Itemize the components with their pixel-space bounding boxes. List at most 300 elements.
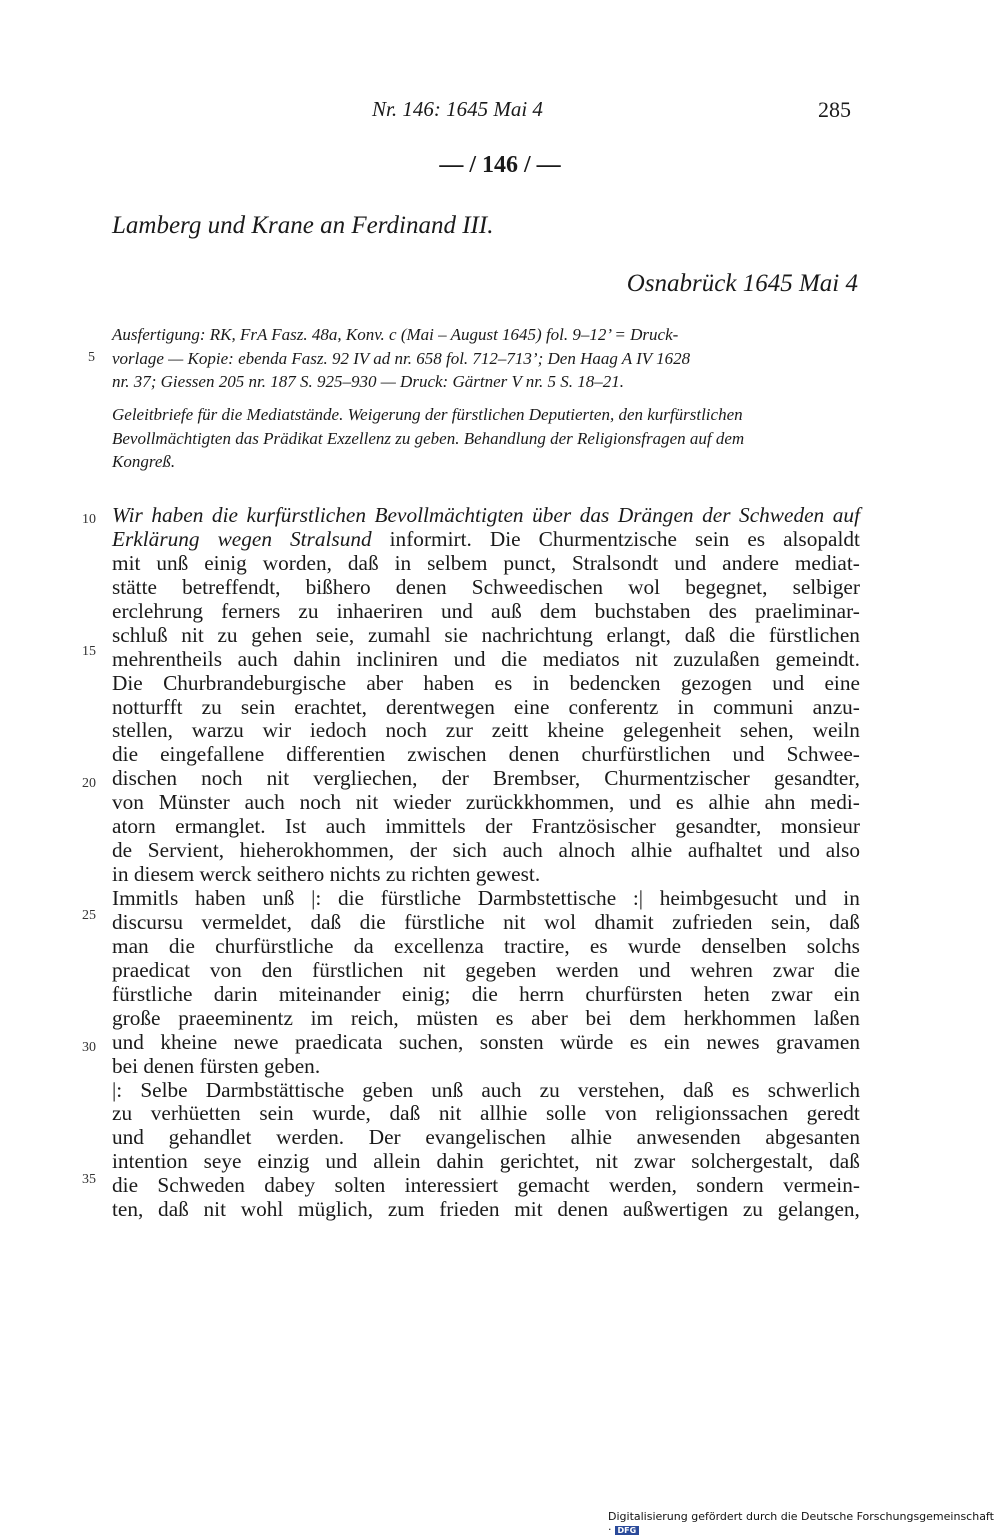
body-word: newe: [233, 1029, 279, 1054]
body-line-text: in diesem werck seithero nichts zu richten gewest.: [112, 862, 541, 887]
body-word: noch: [299, 790, 341, 815]
body-word: herrn: [519, 981, 565, 1006]
body-word: Darmbstättische: [205, 1077, 345, 1102]
body-word: denen: [395, 574, 447, 599]
source-line: vorlage — Kopie: ebenda Fasz. 92 IV ad nr. 658 fol. 712–713’; Den Haag A IV 1628: [112, 348, 691, 368]
body-word: geben: [362, 1077, 414, 1102]
body-word: die: [729, 622, 756, 647]
body-word: Immitls: [112, 886, 179, 910]
body-word: medi-: [810, 790, 860, 815]
body-word: worden,: [262, 550, 332, 575]
body-word: schluß: [112, 622, 168, 647]
body-line: [112, 863, 860, 887]
body-word: alnoch: [558, 838, 616, 863]
body-word: churfürsten: [585, 981, 683, 1006]
body-word: religionssachen: [655, 1101, 788, 1126]
body-word: vermeldet,: [201, 909, 292, 934]
body-word: discursu: [112, 909, 183, 934]
body-word: und: [772, 670, 805, 695]
body-word: daß: [829, 909, 860, 934]
body-word: :|: [632, 886, 644, 910]
body-word: zwar: [772, 957, 815, 982]
body-word: in: [532, 670, 550, 695]
body-word: abgesanten: [765, 1125, 860, 1150]
body-word: den: [261, 957, 293, 982]
body-word: zwar: [771, 981, 813, 1006]
body-word: von: [209, 957, 242, 982]
body-word: gehandlet: [168, 1125, 252, 1150]
body-word: ermanglet.: [175, 814, 266, 839]
body-word: andere: [722, 550, 779, 575]
body-word: zu: [217, 622, 238, 647]
body-word: zu: [742, 1197, 763, 1222]
body-word: kheine: [160, 1029, 218, 1054]
body-word: gesandter,: [675, 814, 762, 839]
source-line: nr. 37; Giessen 205 nr. 187 S. 925–930 — Druck: Gärtner V nr. 5 S. 18–21.: [112, 372, 625, 391]
body-word: heimbgesucht: [659, 886, 778, 910]
body-line: [112, 672, 860, 696]
body-line: [112, 552, 860, 576]
body-word: allein: [373, 1149, 421, 1174]
body-word: in: [394, 550, 412, 575]
body-word: wol: [628, 574, 661, 599]
body-word: wurde: [627, 933, 682, 958]
body-word: dahin: [293, 646, 341, 671]
body-word: monsieur: [780, 814, 860, 839]
body-word: auch: [325, 814, 366, 839]
body-word: denen: [508, 742, 560, 767]
body-word: zwischen: [407, 742, 487, 767]
body-word: daß: [347, 550, 379, 575]
body-word: daß: [158, 1197, 189, 1222]
body-word: Der: [368, 1125, 401, 1150]
body-word: Selbe: [140, 1077, 188, 1102]
body-line: [112, 959, 860, 983]
body-word: eine: [824, 670, 860, 695]
body-word: daß: [682, 1077, 714, 1102]
body-word: Erklärung: [112, 526, 200, 551]
body-word: Servient,: [147, 838, 225, 863]
line-number: 25: [82, 908, 96, 923]
body-line: [112, 504, 860, 528]
body-word: es: [589, 933, 608, 958]
body-word: solchergestalt,: [691, 1149, 814, 1174]
body-word: gezogen: [680, 670, 752, 695]
body-line: [112, 1007, 860, 1031]
body-word: außwertigen: [622, 1197, 729, 1222]
body-word: und: [778, 838, 811, 863]
body-word: betreffendt,: [182, 574, 281, 599]
summary-line: Kongreß.: [112, 452, 176, 471]
letter-body: [112, 504, 860, 1222]
body-word: derentwegen: [386, 694, 495, 719]
body-word: Münster: [158, 790, 230, 815]
body-word: reich,: [350, 1005, 399, 1030]
body-word: excellenza: [393, 933, 484, 958]
body-word: kurfürstlichen: [246, 503, 366, 527]
body-word: aufhaltet: [687, 838, 763, 863]
body-word: Drängen: [617, 503, 694, 527]
body-word: newes: [706, 1029, 760, 1054]
body-line: [112, 815, 860, 839]
body-word: daß: [389, 1101, 421, 1126]
body-word: denselben: [701, 933, 787, 958]
body-word: dabey: [264, 1173, 316, 1198]
body-word: intention: [112, 1149, 188, 1174]
body-line: [112, 911, 860, 935]
body-word: gemacht: [517, 1173, 590, 1198]
body-word: gemeindt.: [775, 646, 860, 671]
body-word: müsten: [416, 1005, 478, 1030]
body-word: zu: [112, 1101, 133, 1126]
body-line: [112, 1150, 860, 1174]
body-word: zeitt: [491, 718, 529, 743]
body-word: zuzulaßen: [673, 646, 760, 671]
body-word: nit: [595, 1149, 618, 1174]
body-word: incliniren: [356, 646, 438, 671]
line-number: 20: [82, 776, 96, 791]
body-word: dahin: [436, 1149, 484, 1174]
body-word: würde: [560, 1029, 614, 1054]
body-word: Wir: [112, 503, 143, 527]
body-line: [112, 1102, 860, 1126]
body-line: [112, 767, 860, 791]
body-word: allhie: [480, 1101, 528, 1126]
body-word: miteinander: [278, 981, 381, 1006]
body-word: ein: [663, 1029, 690, 1054]
body-word: Bevollmächtigten: [374, 503, 524, 527]
body-word: interessiert: [404, 1173, 499, 1198]
body-word: nit: [635, 646, 658, 671]
body-word: es: [675, 790, 694, 815]
body-word: seye: [203, 1149, 242, 1174]
body-word: ten,: [112, 1197, 144, 1222]
footer-credit: [608, 1510, 1000, 1536]
body-word: die: [112, 1173, 139, 1198]
body-word: daß: [829, 1149, 860, 1174]
body-word: seie,: [315, 622, 355, 647]
body-word: gehen: [251, 622, 303, 647]
body-word: daß: [310, 909, 342, 934]
body-word: der: [702, 503, 731, 527]
body-word: haben: [423, 670, 475, 695]
letter-dateline: Osnabrück 1645 Mai 4: [626, 270, 858, 297]
body-word: fürstliche: [380, 886, 462, 910]
body-word: aber: [366, 670, 404, 695]
body-word: und: [441, 598, 473, 623]
body-word: selbem: [427, 550, 488, 575]
body-word: erachtet,: [294, 694, 367, 719]
body-word: punct,: [503, 550, 557, 575]
body-word: fürstlichen: [768, 622, 860, 647]
body-word: atorn: [112, 814, 156, 839]
body-word: sein: [240, 694, 276, 719]
body-word: Darmbstettische: [477, 886, 617, 910]
body-word: ahn: [764, 790, 796, 815]
body-word: daß: [684, 622, 716, 647]
body-word: churfürstliche: [215, 933, 334, 958]
body-word: es: [731, 1077, 750, 1102]
letter-address: Lamberg und Krane an Ferdinand III.: [112, 212, 494, 239]
body-word: werden.: [276, 1125, 345, 1150]
body-word: auch: [244, 790, 285, 815]
body-word: von: [604, 1101, 637, 1126]
summary-line: Bevollmächtigten das Prädikat Exzellenz zu geben. Behandlung der Religionsfragen auf dem: [112, 428, 745, 448]
body-word: unß: [262, 886, 295, 910]
body-word: vermein-: [783, 1173, 860, 1198]
body-word: nachrichtung: [481, 622, 593, 647]
line-number: 30: [82, 1040, 96, 1055]
body-word: verhüetten: [150, 1101, 241, 1126]
body-word: auch: [502, 838, 543, 863]
body-word: begegnet,: [685, 574, 768, 599]
body-word: eingefallene: [160, 742, 265, 767]
body-line: [112, 624, 860, 648]
body-word: noch: [201, 766, 243, 791]
body-word: die: [211, 503, 238, 527]
body-word: schwerlich: [767, 1077, 860, 1102]
body-word: zu: [298, 598, 319, 623]
body-line: [112, 648, 860, 672]
body-word: Brembser,: [492, 766, 581, 791]
body-word: müglich,: [298, 1197, 374, 1222]
body-line: [112, 1198, 860, 1222]
body-word: geredt: [806, 1101, 860, 1126]
body-word: evangelischen: [425, 1125, 546, 1150]
body-word: de: [112, 838, 133, 863]
body-word: gesandter,: [773, 766, 860, 791]
body-word: über: [532, 503, 572, 527]
body-word: darin: [213, 981, 258, 1006]
body-word: zumahl: [367, 622, 431, 647]
body-word: da: [353, 933, 374, 958]
body-word: zur: [445, 718, 473, 743]
body-word: in: [677, 694, 694, 719]
body-word: Frantzösischer: [531, 814, 656, 839]
body-word: hieherokhommen,: [239, 838, 395, 863]
body-word: mit: [514, 1197, 543, 1222]
body-word: die: [501, 646, 528, 671]
body-word: communi: [713, 694, 794, 719]
body-word: noch: [385, 718, 427, 743]
body-word: Stralsund: [289, 526, 372, 551]
body-word: verstehen,: [577, 1077, 665, 1102]
body-word: auch: [481, 1077, 522, 1102]
body-word: gravamen: [776, 1029, 860, 1054]
body-word: und: [325, 1149, 358, 1174]
body-word: des: [708, 598, 737, 623]
body-word: Stralsondt: [571, 550, 659, 575]
body-word: anwesenden: [636, 1125, 741, 1150]
body-word: weiln: [812, 718, 860, 743]
body-word: und: [112, 1125, 144, 1150]
body-word: differentien: [286, 742, 386, 767]
body-word: ein: [833, 981, 860, 1006]
body-word: zu: [539, 1077, 560, 1102]
body-word: haben: [194, 886, 246, 910]
body-word: wegen: [217, 526, 272, 551]
body-word: die: [112, 742, 139, 767]
body-word: stätte: [112, 574, 157, 599]
body-word: alhie: [630, 838, 673, 863]
body-word: der: [409, 838, 437, 863]
body-word: heten: [703, 981, 750, 1006]
body-word: bei: [585, 1005, 612, 1030]
body-word: Churmentzische: [538, 526, 677, 551]
body-line: [112, 935, 860, 959]
body-word: es: [629, 1029, 648, 1054]
body-word: fürstliche: [404, 909, 485, 934]
body-word: die: [471, 981, 498, 1006]
body-word: zwar: [633, 1149, 676, 1174]
body-word: und: [638, 957, 671, 982]
body-word: gelangen,: [777, 1197, 860, 1222]
body-word: Schwee-: [786, 742, 860, 767]
body-word: praedicata: [294, 1029, 383, 1054]
body-word: haben: [151, 503, 204, 527]
body-word: die: [168, 933, 195, 958]
body-word: das: [579, 503, 610, 527]
body-word: immittels: [385, 814, 466, 839]
body-word: zum: [387, 1197, 425, 1222]
body-word: unß: [156, 550, 189, 575]
body-line: [112, 983, 860, 1007]
body-word: suchen,: [398, 1029, 464, 1054]
body-word: praedicat: [112, 957, 191, 982]
body-word: und: [629, 790, 662, 815]
body-word: erclehrung: [112, 598, 204, 623]
body-word: es: [747, 526, 766, 551]
body-word: eine: [513, 694, 550, 719]
body-word: sondern: [696, 1173, 764, 1198]
body-word: gerichtet,: [499, 1149, 580, 1174]
body-line: [112, 696, 860, 720]
body-word: einig;: [401, 981, 451, 1006]
body-line: [112, 576, 860, 600]
body-word: churfürstlichen: [581, 742, 711, 767]
body-word: frieden: [439, 1197, 500, 1222]
body-word: dem: [539, 598, 577, 623]
body-word: inhaeriren: [336, 598, 423, 623]
body-word: sich: [452, 838, 487, 863]
regest-summary: [112, 403, 860, 474]
body-word: buchstaben: [594, 598, 691, 623]
body-word: ferners: [221, 598, 281, 623]
body-word: solten: [334, 1173, 386, 1198]
body-word: Schweden: [157, 1173, 245, 1198]
body-word: laßen: [813, 1005, 860, 1030]
body-line: [112, 1126, 860, 1150]
body-word: erlangt,: [606, 622, 671, 647]
body-word: notturfft: [112, 694, 183, 719]
body-word: auf: [832, 503, 860, 527]
line-number: 5: [88, 350, 95, 365]
body-word: vergliechen,: [313, 766, 418, 791]
body-word: wol: [544, 909, 577, 934]
body-word: tractire,: [504, 933, 570, 958]
body-word: sehen,: [739, 718, 794, 743]
body-word: und: [112, 1029, 144, 1054]
body-word: Schweedischen: [471, 574, 604, 599]
body-line-text: bei denen fürsten geben.: [112, 1053, 321, 1078]
body-word: Churmentzischer: [604, 766, 750, 791]
body-word: praeeminentz: [178, 1005, 293, 1030]
body-word: denen: [557, 1197, 609, 1222]
body-word: mediat-: [794, 550, 860, 575]
body-word: werden: [556, 957, 619, 982]
body-word: aber: [531, 1005, 568, 1030]
body-word: Churbrandeburgische: [163, 670, 347, 695]
body-word: wieder: [393, 790, 452, 815]
body-word: Die: [112, 670, 143, 695]
body-line: [112, 743, 860, 767]
body-word: nit: [355, 790, 379, 815]
footer-text: Digitalisierung gefördert durch die Deutsche Forschungsgemeinschaft ·: [608, 1510, 994, 1536]
body-word: informirt.: [389, 526, 472, 551]
source-line: Ausfertigung: RK, FrA Fasz. 48a, Konv. c (Mai – August 1645) fol. 9–12’ = Druck-: [112, 325, 679, 344]
body-word: es: [495, 1005, 514, 1030]
body-word: bißhero: [305, 574, 371, 599]
body-word: bedencken: [569, 670, 661, 695]
body-line: [112, 600, 860, 624]
body-line: [112, 1174, 860, 1198]
body-word: warzu: [191, 718, 244, 743]
body-word: von: [112, 790, 144, 815]
body-word: der: [441, 766, 469, 791]
body-word: sein: [259, 1101, 294, 1126]
body-word: der: [485, 814, 513, 839]
body-word: fürstliche: [112, 981, 193, 1006]
body-word: solchs: [806, 933, 860, 958]
body-word: conferentz: [568, 694, 659, 719]
body-word: iedoch: [309, 718, 367, 743]
body-line: [112, 839, 860, 863]
body-word: die: [337, 886, 364, 910]
body-word: sein,: [771, 909, 811, 934]
body-word: sie: [444, 622, 468, 647]
body-line: [112, 1079, 860, 1103]
line-number: 35: [82, 1172, 96, 1187]
body-word: nit: [181, 622, 204, 647]
body-word: auß: [491, 598, 522, 623]
body-word: herkhommen: [683, 1005, 797, 1030]
body-word: alsopaldt: [783, 526, 860, 551]
body-word: und: [794, 886, 827, 910]
body-word: nit: [266, 766, 290, 791]
page-number: 285: [818, 97, 851, 122]
body-word: Die: [489, 526, 521, 551]
body-word: und: [674, 550, 707, 575]
body-word: mediatos: [542, 646, 620, 671]
source-notes: [112, 323, 860, 394]
body-word: große: [112, 1005, 161, 1030]
body-word: Ist: [285, 814, 307, 839]
body-word: nit: [503, 909, 526, 934]
body-word: die: [833, 957, 860, 982]
body-word: mehrentheils: [112, 646, 222, 671]
body-word: sonsten: [479, 1029, 544, 1054]
body-word: alhie: [570, 1125, 612, 1150]
body-word: solle: [546, 1101, 587, 1126]
body-word: mit: [112, 550, 141, 575]
body-word: nit: [203, 1197, 226, 1222]
body-line: [112, 528, 860, 552]
body-word: man: [112, 933, 149, 958]
body-word: |:: [112, 1077, 123, 1102]
document-number: — / 146 / —: [439, 152, 561, 178]
body-word: nit: [438, 1101, 462, 1126]
body-word: nit: [423, 957, 446, 982]
